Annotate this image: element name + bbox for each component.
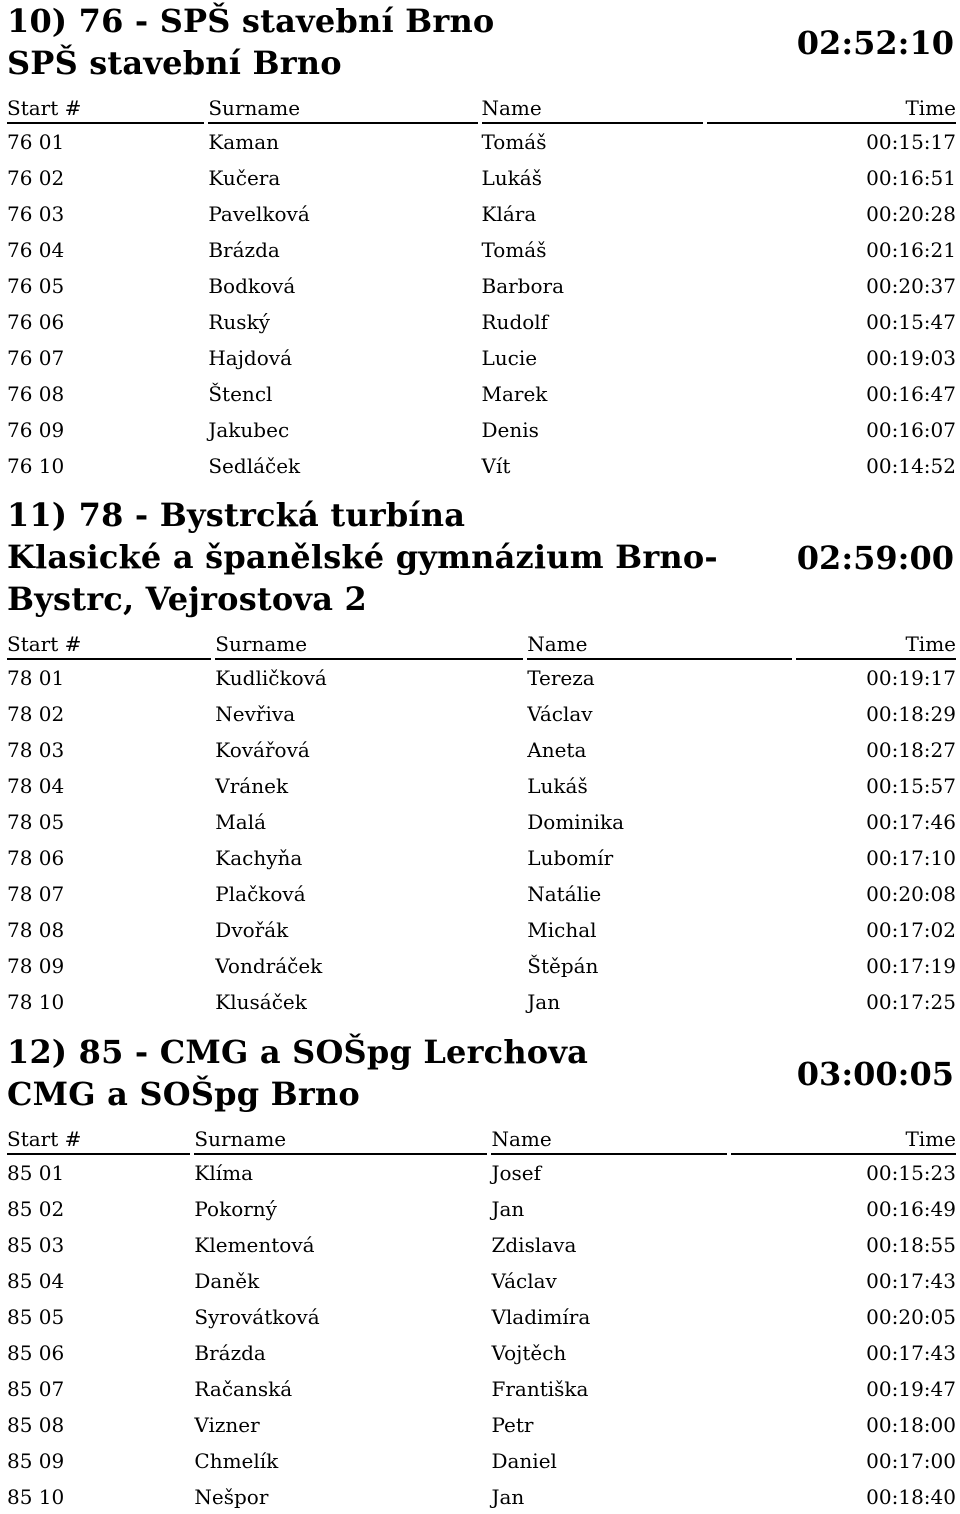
table-row	[7, 1479, 956, 1514]
first-name: Tereza	[527, 666, 595, 690]
table-row	[7, 340, 956, 376]
time: 00:15:17	[866, 130, 956, 154]
time: 00:16:21	[866, 238, 956, 262]
time: 00:20:37	[866, 274, 956, 298]
time: 00:17:43	[866, 1341, 956, 1365]
table-row	[7, 876, 956, 912]
team-total-time: 02:52:10	[796, 24, 954, 62]
first-name: Jan	[491, 1197, 525, 1221]
start-number: 85 01	[7, 1161, 65, 1185]
team-header	[0, 1031, 960, 1119]
time: 00:18:00	[866, 1413, 956, 1437]
results-table	[3, 88, 960, 484]
first-name: Štěpán	[527, 954, 599, 978]
table-row	[7, 304, 956, 340]
time: 00:15:23	[866, 1161, 956, 1185]
time: 00:17:02	[866, 918, 956, 942]
table-header-row	[7, 1119, 956, 1155]
start-number: 76 04	[7, 238, 65, 262]
first-name: Dominika	[527, 810, 625, 834]
start-number: 76 07	[7, 346, 65, 370]
time: 00:20:08	[866, 882, 956, 906]
surname: Ruský	[208, 310, 270, 334]
surname: Brázda	[208, 238, 280, 262]
table-row	[7, 948, 956, 984]
first-name: Vladimíra	[491, 1305, 591, 1329]
table-row	[7, 160, 956, 196]
surname: Sedláček	[208, 454, 301, 478]
surname: Kučera	[208, 166, 281, 190]
time: 00:18:55	[866, 1233, 956, 1257]
start-number: 85 07	[7, 1377, 65, 1401]
team-title: 10) 76 - SPŠ stavební Brno	[7, 2, 495, 40]
surname: Vizner	[194, 1413, 260, 1437]
start-number: 85 08	[7, 1413, 65, 1437]
first-name: Vít	[481, 454, 511, 478]
table-row	[7, 1299, 956, 1335]
start-number: 76 02	[7, 166, 65, 190]
surname: Jakubec	[208, 418, 290, 442]
start-number: 78 05	[7, 810, 65, 834]
table-row	[7, 1371, 956, 1407]
column-header-name: Name	[491, 1119, 726, 1155]
table-row	[7, 376, 956, 412]
table-row	[7, 1155, 956, 1191]
column-header-name: Name	[527, 624, 792, 660]
first-name: Lubomír	[527, 846, 614, 870]
table-row	[7, 696, 956, 732]
table-row	[7, 268, 956, 304]
table-row	[7, 196, 956, 232]
first-name: Marek	[481, 382, 548, 406]
column-header-time: Time	[707, 88, 956, 124]
team-school: CMG a SOŠpg Brno	[7, 1075, 360, 1113]
surname: Klementová	[194, 1233, 315, 1257]
table-row	[7, 1227, 956, 1263]
start-number: 85 10	[7, 1485, 65, 1509]
start-number: 76 10	[7, 454, 65, 478]
time: 00:17:10	[866, 846, 956, 870]
team-section-12	[0, 1031, 960, 1514]
time: 00:14:52	[866, 454, 956, 478]
first-name: Aneta	[527, 738, 587, 762]
surname: Kudličková	[215, 666, 327, 690]
time: 00:17:00	[866, 1449, 956, 1473]
team-title: 11) 78 - Bystrcká turbína	[7, 496, 466, 534]
column-header-start: Start #	[7, 1119, 190, 1155]
first-name: Tomáš	[481, 130, 547, 154]
start-number: 78 03	[7, 738, 65, 762]
results-table	[3, 624, 960, 1020]
table-row	[7, 1263, 956, 1299]
first-name: Lucie	[481, 346, 538, 370]
start-number: 85 04	[7, 1269, 65, 1293]
start-number: 78 01	[7, 666, 65, 690]
surname: Vondráček	[215, 954, 323, 978]
table-row	[7, 984, 956, 1020]
surname: Klíma	[194, 1161, 254, 1185]
table-row	[7, 1191, 956, 1227]
table-row	[7, 912, 956, 948]
first-name: Josef	[491, 1161, 542, 1185]
surname: Štencl	[208, 382, 273, 406]
first-name: Františka	[491, 1377, 589, 1401]
first-name: Václav	[527, 702, 593, 726]
start-number: 85 09	[7, 1449, 65, 1473]
surname: Nešpor	[194, 1485, 269, 1509]
first-name: Klára	[481, 202, 537, 226]
first-name: Zdislava	[491, 1233, 577, 1257]
first-name: Michal	[527, 918, 597, 942]
column-header-start: Start #	[7, 88, 204, 124]
time: 00:15:47	[866, 310, 956, 334]
table-row	[7, 232, 956, 268]
surname: Syrovátková	[194, 1305, 320, 1329]
column-header-start: Start #	[7, 624, 211, 660]
start-number: 78 08	[7, 918, 65, 942]
time: 00:19:03	[866, 346, 956, 370]
column-header-surname: Surname	[194, 1119, 487, 1155]
surname: Brázda	[194, 1341, 266, 1365]
time: 00:16:47	[866, 382, 956, 406]
time: 00:20:05	[866, 1305, 956, 1329]
team-section-11	[0, 494, 960, 1020]
surname: Račanská	[194, 1377, 293, 1401]
surname: Kachyňa	[215, 846, 303, 870]
surname: Daněk	[194, 1269, 260, 1293]
time: 00:18:27	[866, 738, 956, 762]
first-name: Lukáš	[527, 774, 588, 798]
column-header-surname: Surname	[215, 624, 523, 660]
start-number: 76 01	[7, 130, 65, 154]
time: 00:17:43	[866, 1269, 956, 1293]
time: 00:19:47	[866, 1377, 956, 1401]
surname: Pavelková	[208, 202, 310, 226]
first-name: Denis	[481, 418, 539, 442]
start-number: 78 02	[7, 702, 65, 726]
surname: Bodková	[208, 274, 296, 298]
surname: Kovářová	[215, 738, 310, 762]
table-row	[7, 1335, 956, 1371]
column-header-time: Time	[731, 1119, 956, 1155]
time: 00:17:19	[866, 954, 956, 978]
first-name: Petr	[491, 1413, 534, 1437]
start-number: 76 05	[7, 274, 65, 298]
table-header-row	[7, 88, 956, 124]
time: 00:17:25	[866, 990, 956, 1014]
time: 00:20:28	[866, 202, 956, 226]
time: 00:16:51	[866, 166, 956, 190]
team-school: SPŠ stavební Brno	[7, 44, 342, 82]
table-row	[7, 768, 956, 804]
start-number: 76 09	[7, 418, 65, 442]
table-row	[7, 1443, 956, 1479]
table-row	[7, 124, 956, 160]
column-header-surname: Surname	[208, 88, 477, 124]
team-total-time: 03:00:05	[796, 1055, 954, 1093]
start-number: 85 03	[7, 1233, 65, 1257]
start-number: 85 06	[7, 1341, 65, 1365]
start-number: 85 05	[7, 1305, 65, 1329]
team-section-10	[0, 0, 960, 484]
start-number: 76 08	[7, 382, 65, 406]
column-header-name: Name	[482, 88, 703, 124]
column-header-time: Time	[796, 624, 956, 660]
team-header	[0, 494, 960, 624]
surname: Chmelík	[194, 1449, 279, 1473]
start-number: 78 09	[7, 954, 65, 978]
first-name: Rudolf	[481, 310, 549, 334]
team-header	[0, 0, 960, 88]
surname: Kaman	[208, 130, 279, 154]
table-row	[7, 804, 956, 840]
table-row	[7, 412, 956, 448]
start-number: 78 10	[7, 990, 65, 1014]
time: 00:19:17	[866, 666, 956, 690]
surname: Dvořák	[215, 918, 289, 942]
first-name: Václav	[491, 1269, 557, 1293]
first-name: Vojtěch	[491, 1341, 567, 1365]
table-row	[7, 1407, 956, 1443]
first-name: Jan	[491, 1485, 525, 1509]
table-row	[7, 840, 956, 876]
first-name: Daniel	[491, 1449, 557, 1473]
start-number: 85 02	[7, 1197, 65, 1221]
first-name: Jan	[527, 990, 561, 1014]
results-table	[3, 1119, 960, 1514]
team-total-time: 02:59:00	[796, 539, 954, 577]
table-row	[7, 732, 956, 768]
surname: Nevřiva	[215, 702, 296, 726]
time: 00:16:07	[866, 418, 956, 442]
start-number: 78 04	[7, 774, 65, 798]
table-row	[7, 660, 956, 696]
table-row	[7, 448, 956, 484]
surname: Plačková	[215, 882, 306, 906]
first-name: Natálie	[527, 882, 602, 906]
surname: Vránek	[215, 774, 289, 798]
surname: Klusáček	[215, 990, 307, 1014]
start-number: 76 06	[7, 310, 65, 334]
surname: Malá	[215, 810, 267, 834]
first-name: Barbora	[481, 274, 565, 298]
first-name: Lukáš	[481, 166, 542, 190]
surname: Pokorný	[194, 1197, 277, 1221]
time: 00:18:29	[866, 702, 956, 726]
time: 00:16:49	[866, 1197, 956, 1221]
first-name: Tomáš	[481, 238, 547, 262]
start-number: 76 03	[7, 202, 65, 226]
surname: Hajdová	[208, 346, 292, 370]
time: 00:18:40	[866, 1485, 956, 1509]
time: 00:15:57	[866, 774, 956, 798]
table-header-row	[7, 624, 956, 660]
team-title: 12) 85 - CMG a SOŠpg Lerchova	[7, 1033, 589, 1071]
start-number: 78 07	[7, 882, 65, 906]
time: 00:17:46	[866, 810, 956, 834]
team-school: Klasické a španělské gymnázium Brno-Bystrc, Vejrostova 2	[7, 538, 718, 618]
start-number: 78 06	[7, 846, 65, 870]
